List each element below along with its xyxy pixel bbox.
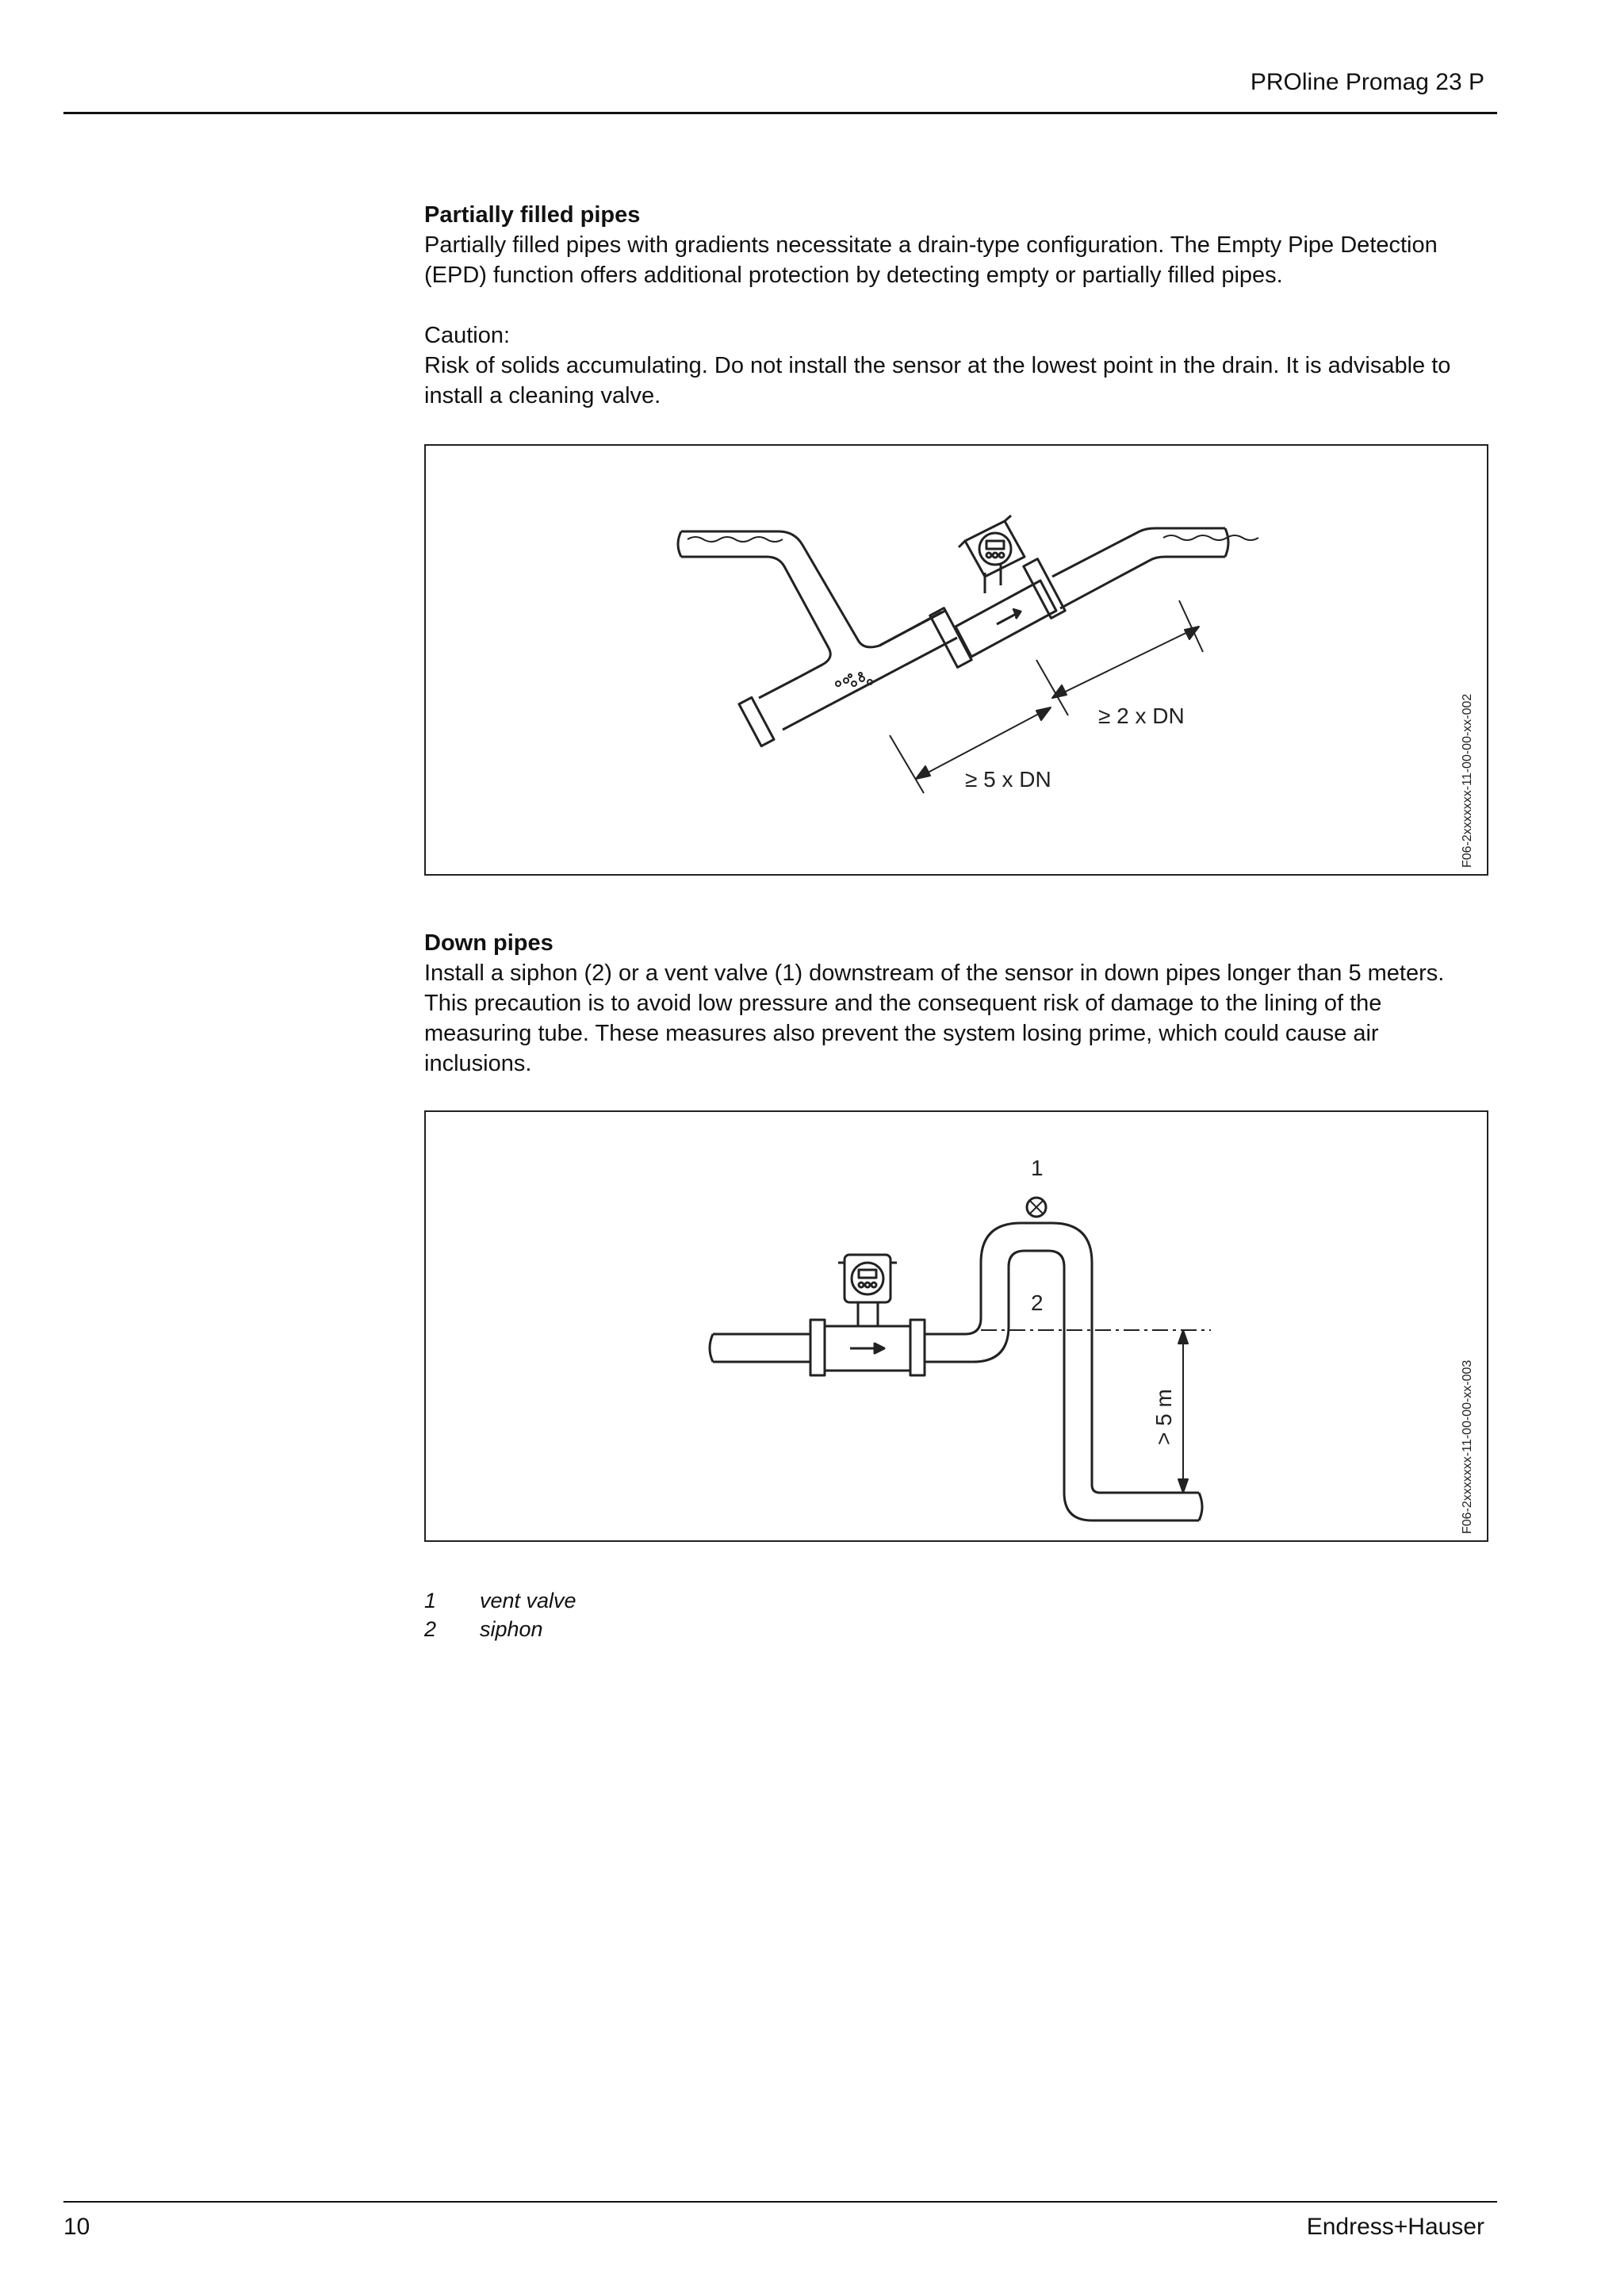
liquid-surface-left bbox=[688, 537, 783, 542]
section-body: Install a siphon (2) or a vent valve (1) downstream of the sensor in down pipes longer than 5 meters. This precaution is to avoid low pressure and the consequent risk of damage to the lining of the measuring tube. These measures also prevent the system losing prime, which could cause air inclusions. bbox=[424, 961, 1445, 1076]
meter-flange-left bbox=[930, 608, 971, 668]
height-dimension-label: > 5 m bbox=[1151, 1389, 1176, 1445]
dimension-label-short: ≥ 2 x DN bbox=[1098, 704, 1185, 728]
legend-item bbox=[424, 1586, 576, 1615]
brand-name: Endress+Hauser bbox=[1306, 2214, 1484, 2240]
footer-divider bbox=[63, 2201, 1497, 2203]
pipe-lower-edge bbox=[681, 557, 830, 677]
diagram-inclined-pipe bbox=[426, 446, 1487, 874]
figure-reference-code: F06-2xxxxxxx-11-00-00-xx-002 bbox=[1461, 693, 1474, 868]
liquid-surface-right bbox=[1163, 535, 1258, 540]
figure-down-pipe-diagram bbox=[424, 1110, 1488, 1542]
section-down-pipes bbox=[424, 928, 1487, 1079]
section-partially-filled-pipes bbox=[424, 200, 1487, 411]
height-dimension bbox=[1178, 1330, 1188, 1493]
legend-number: 1 bbox=[424, 1589, 437, 1612]
meter-flange-right bbox=[910, 1320, 925, 1375]
callout-siphon: 2 bbox=[1031, 1290, 1044, 1315]
header-divider bbox=[63, 112, 1497, 114]
caution-text: Risk of solids accumulating. Do not install the sensor at the lowest point in the drain. It is advisable to install a cleaning valve. bbox=[424, 353, 1451, 408]
meter-flange-left bbox=[810, 1320, 825, 1375]
siphon-pipe-outer bbox=[925, 1223, 1199, 1493]
diagram-siphon-installation bbox=[426, 1112, 1487, 1540]
running-header-title: PROline Promag 23 P bbox=[1250, 69, 1484, 95]
figure-reference-code: F06-2xxxxxxx-11-00-00-xx-003 bbox=[1461, 1359, 1474, 1534]
callout-vent-valve: 1 bbox=[1031, 1156, 1044, 1180]
legend-number: 2 bbox=[424, 1617, 437, 1641]
section-heading: Partially filled pipes bbox=[424, 202, 641, 228]
legend-item bbox=[424, 1615, 576, 1643]
figure-legend bbox=[424, 1586, 576, 1643]
page-number: 10 bbox=[63, 2214, 90, 2240]
figure-partially-filled-pipe-diagram bbox=[424, 444, 1488, 876]
legend-text: vent valve bbox=[480, 1589, 576, 1612]
caution-label: Caution: bbox=[424, 323, 511, 348]
legend-text: siphon bbox=[480, 1617, 543, 1641]
flange-bottom-left bbox=[739, 697, 774, 746]
pipe-upper-edge bbox=[681, 531, 941, 647]
dimension-label-long: ≥ 5 x DN bbox=[965, 767, 1051, 792]
section-body: Partially filled pipes with gradients necessitate a drain-type configuration. The Empty Pipe Detection (EPD) function offers additional protection by detecting empty or partially filled pipes. bbox=[424, 232, 1438, 288]
section-heading: Down pipes bbox=[424, 930, 553, 956]
siphon-pipe-inner bbox=[925, 1251, 1199, 1520]
